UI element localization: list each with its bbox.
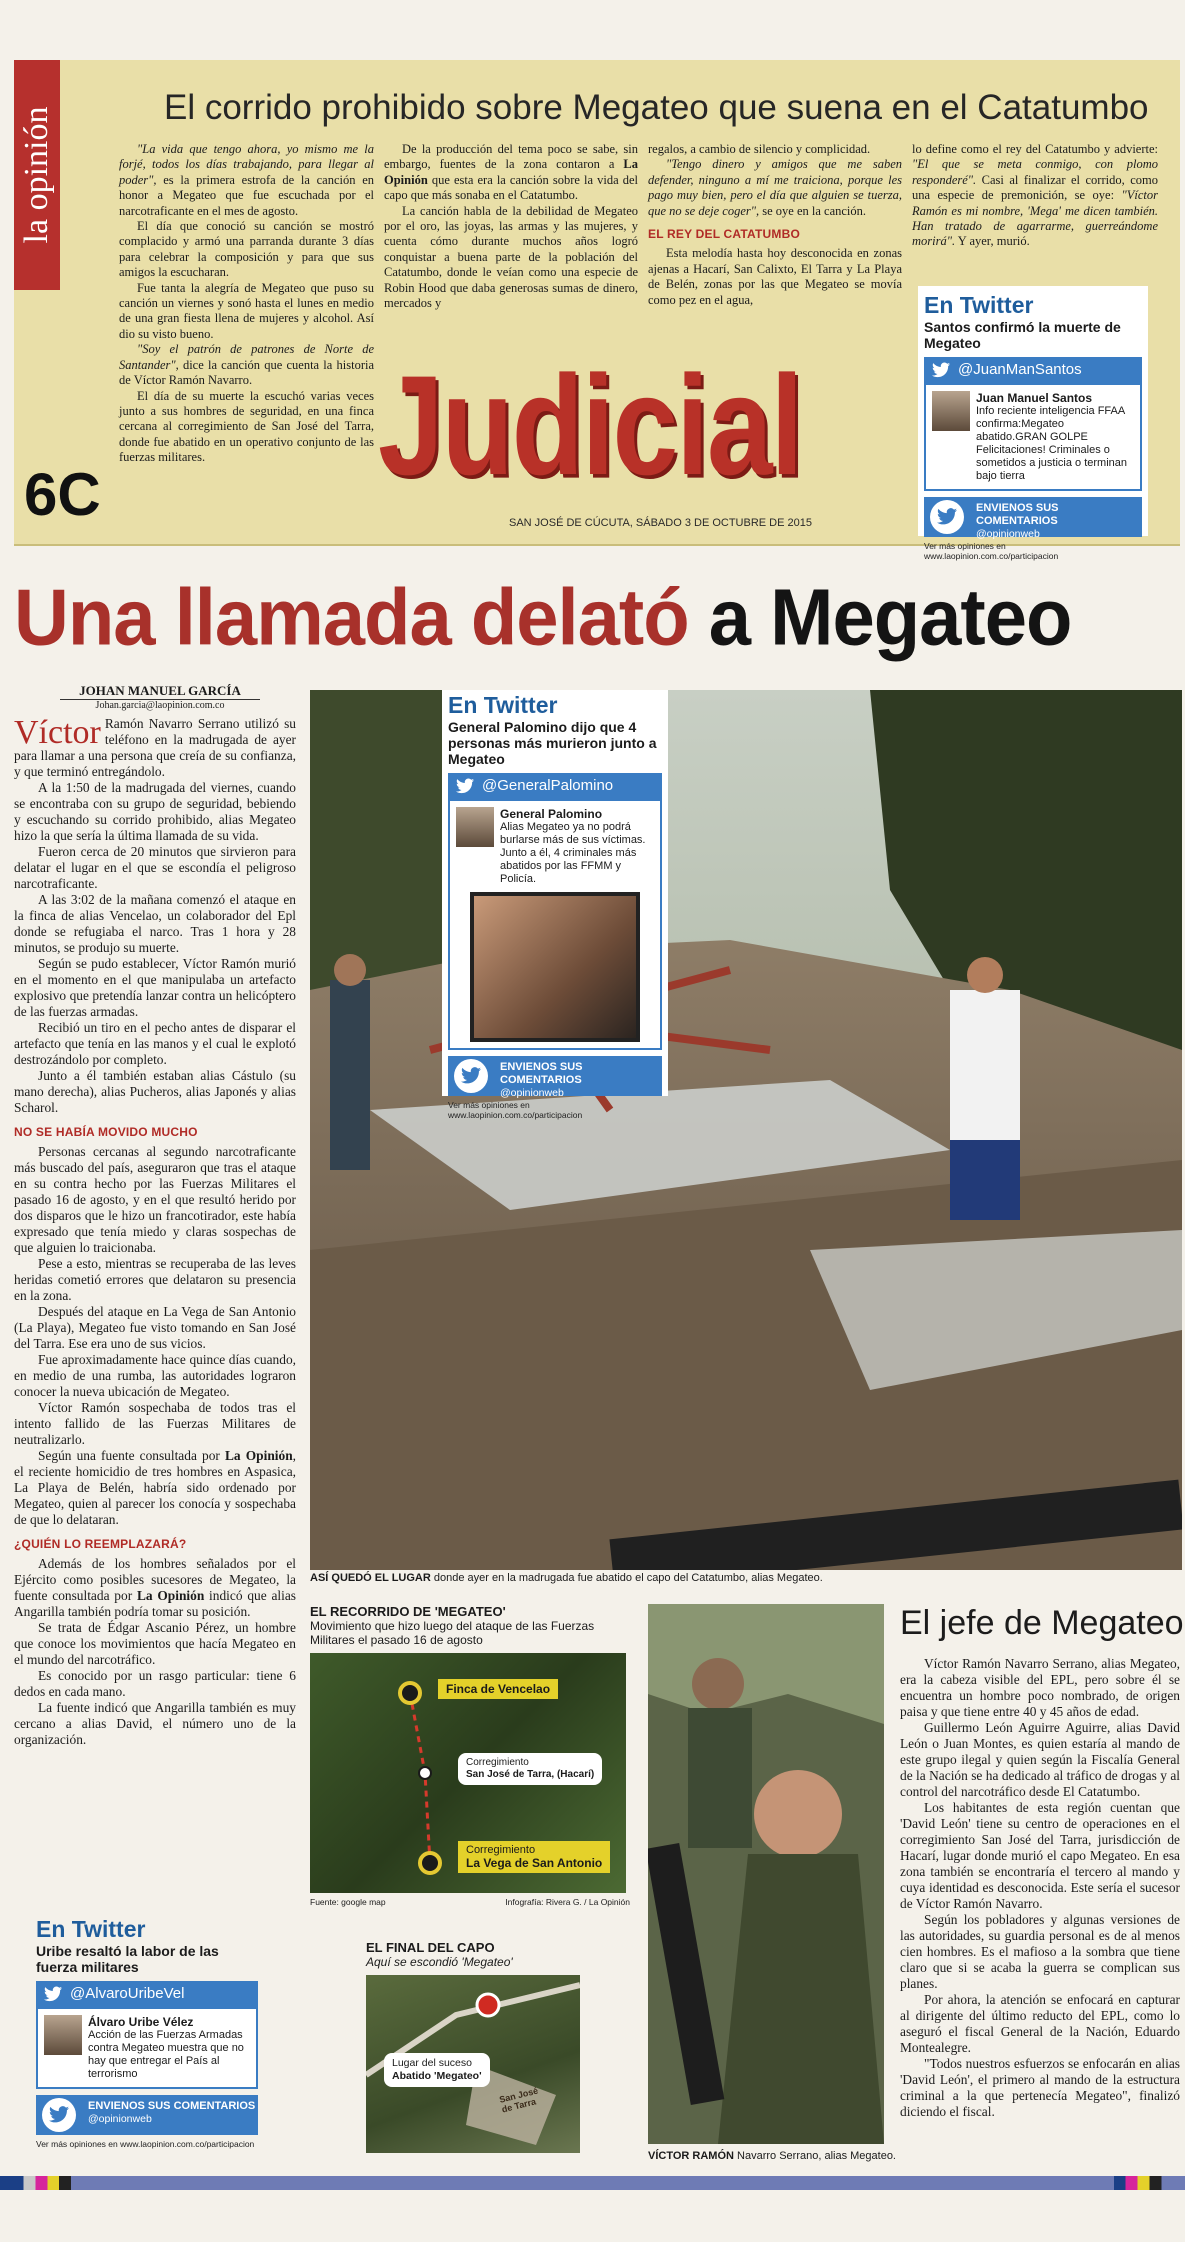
banner-column-2 xyxy=(384,142,638,311)
text: que esta era la canción sobre la vida del capo que más sonaba en el Catatumbo. xyxy=(384,172,638,203)
banner-column-4 xyxy=(912,142,1158,250)
portrait-photo xyxy=(648,1604,884,2144)
headline-part-1: Una llamada delató xyxy=(14,573,689,663)
map-title: EL RECORRIDO DE 'MEGATEO' xyxy=(310,1604,506,1619)
caption-lead: VÍCTOR RAMÓN xyxy=(648,2150,734,2162)
twitter-bird-icon xyxy=(456,778,474,794)
aerial-label-tarra: San José de Tarra xyxy=(498,2085,540,2115)
twitter-footer xyxy=(36,2095,258,2135)
paragraph: Personas cercanas al segundo narcotraficante más buscado del país, aseguraron que tras el ataque en su contra hecho por las Fuerzas Militares el pasado 16 de agosto, y en el que resultó herido por dos disparos que le hizo un francotirador, este había expresado que tenía miedo y claras sospechas de que alguien lo traicionaba. xyxy=(14,1144,296,1255)
twitter-circle-icon xyxy=(930,500,964,534)
caption-lead: ASÍ QUEDÓ EL LUGAR xyxy=(310,1572,431,1584)
footer-handle: @opinionweb xyxy=(976,528,1040,540)
paragraph: Según los pobladores y algunas versiones de las autoridades, su guardia personal es de al menos cien hombres. Es el mafioso a la sombra que tiene claro que si se acaba la guerra se complican sus planes. xyxy=(900,1912,1180,1991)
text: La Opinión xyxy=(136,1588,205,1603)
tweet-photo xyxy=(470,892,640,1042)
paragraph: Junto a él también estaban alias Cástulo (su mano derecha), alias Pucheros, alias Japonés y alias Scharol. xyxy=(14,1068,296,1115)
twitter-box-uribe xyxy=(30,1910,264,2160)
paragraph: Los habitantes de esta región cuentan que 'David León' tiene su centro de operaciones en el corregimiento San José del Tarra, jurisdicción de Hacarí, lugar donde murió el capo Megateo. En esa zona también se encontraría el tercero al mando y cuya identidad es desconocida. Este sería el sucesor de Víctor Ramón Navarro. xyxy=(900,1800,1180,1911)
quote: "Soy el patrón de patrones de Norte de Santander", xyxy=(119,342,374,372)
map-label-vega xyxy=(458,1841,610,1873)
paragraph: "Todos nuestros esfuerzos se enfocarán en alias 'David León', el primero al mando de la estructura criminal a la que pertenecía Megateo", finalizó diciendo el fiscal. xyxy=(900,2056,1180,2119)
paragraph: Ramón Navarro Serrano utilizó su teléfono en la madrugada de ayer para llamar a una persona que creía de su confianza, y que terminó entregándolo. xyxy=(14,716,296,779)
author-email: Johan.garcia@laopinion.com.co xyxy=(95,700,225,711)
map-subtitle: Movimiento que hizo luego del ataque de las Fuerzas Militares el pasado 16 de agosto xyxy=(310,1619,595,1647)
route-infographic xyxy=(310,1604,630,1924)
tweet-card xyxy=(448,799,662,1050)
label-line: Abatido 'Megateo' xyxy=(392,2070,482,2082)
paragraph: Fueron cerca de 20 minutos que sirvieron para delatar el lugar en el que se escondía el peligroso narcotraficante. xyxy=(14,844,296,891)
avatar xyxy=(932,391,970,431)
section-tab xyxy=(14,60,60,290)
route-map xyxy=(310,1653,626,1893)
final-infographic xyxy=(366,1940,586,2170)
tweet-author: General Palomino xyxy=(500,807,603,821)
twitter-box-description: General Palomino dijo que 4 personas más murieron junto a Megateo xyxy=(448,719,657,767)
page-number: 6C xyxy=(24,461,101,528)
section-banner xyxy=(14,60,1180,561)
banner-title: El corrido prohibido sobre Megateo que suena en el Catatumbo xyxy=(164,88,1149,127)
avatar xyxy=(456,807,494,847)
twitter-url: Ver más opiniones en www.laopinion.com.co/participacion xyxy=(448,1100,583,1120)
tweet-text: Info reciente inteligencia FFAA confirma:Megateo abatido.GRAN GOLPE Felicitaciones! Criminales o sometidos a justicia o terminan bajo tierra xyxy=(976,405,1128,482)
label-line: Corregimiento xyxy=(466,1757,529,1768)
text: Y ayer, murió. xyxy=(955,234,1030,249)
footer-cta: ENVIENOS SUS COMENTARIOS xyxy=(88,2100,256,2112)
main-photo xyxy=(310,690,1182,1570)
footer-handle: @opinionweb xyxy=(500,1087,564,1099)
twitter-circle-icon xyxy=(42,2098,76,2132)
text: indicó que alias Angarilla también podría tomar su posición. xyxy=(14,1588,296,1619)
twitter-footer xyxy=(924,497,1142,540)
byline: JOHAN MANUEL GARCÍA xyxy=(60,683,260,700)
twitter-box-header: En Twitter xyxy=(924,292,1034,318)
twitter-box-header: En Twitter xyxy=(36,1916,146,1942)
quote: "La vida que tengo ahora, yo mismo me la forjé, todos los días trabajando, para llegar al poder", xyxy=(119,142,374,187)
paragraph: Por ahora, la atención se enfocará en capturar al dirigente del último reducto del EPL, como lo aseguró el fiscal General de la Nación, Eduardo Montealegre. xyxy=(900,1992,1180,2055)
text: se oye en la canción. xyxy=(759,203,867,218)
footer-handle: @opinionweb xyxy=(88,2113,152,2125)
drop-word: Víctor xyxy=(14,714,101,751)
twitter-url: Ver más opiniones en www.laopinion.com.co/participacion xyxy=(36,2139,255,2149)
paragraph: Víctor Ramón Navarro Serrano, alias Megateo, era la cabeza visible del EPL, pero sobre él se encuentra un hombre poco nombrado, de origen paisa y que tiene entre 40 y 45 años de edad. xyxy=(900,1656,1180,1719)
text: es la primera estrofa de la canción en honor a Megateo que fue escuchada por el narcotraficante en el mes de agosto. xyxy=(119,172,374,218)
final-subtitle: Aquí se escondió 'Megateo' xyxy=(366,1955,513,1969)
quote: "Víctor Ramón es mi nombre, 'Mega' me dicen también. Han tratado de agarrarme, guerreándome morirá". xyxy=(912,188,1158,249)
text: La Opinión xyxy=(384,157,638,187)
paragraph: Víctor Ramón sospechaba de todos tras el intento fallido de las Fuerzas Militares de neutralizarlo. xyxy=(14,1400,296,1447)
sidebar-title: El jefe de Megateo xyxy=(900,1604,1184,1642)
caption-text: donde ayer en la madrugada fue abatido el capo del Catatumbo, alias Megateo. xyxy=(430,1572,823,1584)
twitter-handle: @GeneralPalomino xyxy=(482,777,614,794)
paragraph: La fuente indicó que Angarilla también es muy cercano a alias David, el número uno de la organización. xyxy=(14,1700,296,1747)
subhead: NO SE HABÍA MOVIDO MUCHO xyxy=(14,1125,198,1139)
article-body xyxy=(14,716,296,1748)
aerial-label-suceso xyxy=(384,2053,490,2087)
section-name: Judicial xyxy=(378,346,802,506)
label-line: San José de Tarra, (Hacarí) xyxy=(466,1769,595,1780)
map-label-finca: Finca de Vencelao xyxy=(438,1679,558,1699)
tweet-card xyxy=(36,2007,258,2089)
paragraph: Esta melodía hasta hoy desconocida en zonas ajenas a Hacarí, San Calixto, El Tarra y La Playa de Belén, zonas por las que Megateo se movía como pez en el agua, xyxy=(648,246,902,307)
quote: "Tengo dinero y amigos que me saben defender, ninguno a mí me traiciona, porque les pago muy bien, pero el día que alguien se tuerza, que no se deje coger", xyxy=(648,157,902,218)
paragraph: Fue aproximadamente hace quince días cuando, en medio de una rumba, las autoridades lograron conocer la nueva ubicación de Megateo. xyxy=(14,1352,296,1399)
twitter-handle-bar xyxy=(924,357,1142,383)
twitter-footer xyxy=(448,1056,662,1099)
subhead: EL REY DEL CATATUMBO xyxy=(648,227,801,242)
paragraph: Después del ataque en La Vega de San Antonio (La Playa), Megateo fue visto tomando en San José del Tarra. Ese era uno de sus vicios. xyxy=(14,1304,296,1351)
text: Casi al finalizar el corrido, como una especie de premonición, se oye: xyxy=(912,172,1158,203)
subhead: ¿QUIÉN LO REEMPLAZARÁ? xyxy=(14,1537,187,1551)
text: Además de los hombres señalados por el Ejército como posibles sucesores de Megateo, la fuente consultada por xyxy=(14,1556,296,1603)
paragraph: Se trata de Édgar Ascanio Pérez, un hombre que conoce los movimientos que hacía Megateo en el mundo del narcotráfico. xyxy=(14,1620,296,1667)
twitter-box-header: En Twitter xyxy=(448,692,558,718)
twitter-box-santos xyxy=(918,286,1148,561)
twitter-box-palomino xyxy=(442,690,668,1120)
final-title: EL FINAL DEL CAPO xyxy=(366,1940,495,1955)
quote: "El que se meta conmigo, con plomo responderé". xyxy=(912,157,1158,187)
map-credits xyxy=(310,1897,630,1907)
text: lo define como el rey del Catatumbo y advierte: xyxy=(912,142,1158,156)
paragraph: Según se pudo establecer, Víctor Ramón murió en el momento en el que manipulaba un artefacto explosivo que pretendía lanzar contra un helicóptero de las fuerzas armadas. xyxy=(14,956,296,1019)
map-label-tarra xyxy=(458,1753,602,1785)
paragraph: A las 3:02 de la mañana comenzó el ataque en la finca de alias Vencelao, un colaborador del Epl donde se refugiaba el narco. Tras 1 hora y 28 minutos, se produjo su muerte. xyxy=(14,892,296,955)
label-line: Corregimiento xyxy=(466,1844,536,1856)
map-source: Fuente: google map xyxy=(310,1897,386,1907)
tweet-author: Álvaro Uribe Vélez xyxy=(88,2015,194,2029)
twitter-bird-icon xyxy=(44,1986,62,2002)
twitter-handle-bar xyxy=(448,773,662,799)
map-credit: Infografía: Rivera G. / La Opinión xyxy=(505,1897,630,1907)
photo-caption xyxy=(310,1572,823,1584)
tweet-text: Alias Megateo ya no podrá burlarse más de sus víctimas. Junto a él, 4 criminales más abatidos por las FFMM y Policía. xyxy=(500,821,646,885)
twitter-url: Ver más opiniones en www.laopinion.com.co/participacion xyxy=(924,541,1059,561)
text: , el reciente homicidio de tres hombres en Aspasica, La Playa de Belén, habría sido ordenado por Megateo, quien al parecer los conocía y sospechaba de que lo delataran. xyxy=(14,1448,297,1527)
paragraph: Guillermo León Aguirre Aguirre, alias David León o Juan Montes, es quien estaría al mando de este grupo ilegal y quien según la Fiscalía General de la Nación se ha dedicado al tráfico de drogas y al control del narcotráfico desde El Catatumbo. xyxy=(900,1720,1180,1799)
text: De la producción del tema poco se sabe, sin embargo, fuentes de la zona contaron a xyxy=(384,142,638,172)
paragraph: El día de su muerte la escuchó varias veces junto a sus hombres de seguridad, en una finca cercana al corregimiento de San José del Tarra, donde fue abatido en un operativo conjunto de las fuerzas militares. xyxy=(119,388,374,465)
section-tab-label: la opinión xyxy=(18,106,55,244)
portrait-caption xyxy=(648,2150,896,2162)
text: dice la canción que cuenta la historia de Víctor Ramón Navarro. xyxy=(119,357,374,388)
headline xyxy=(14,572,1071,663)
sidebar-body xyxy=(900,1656,1180,2120)
caption-text: Navarro Serrano, alias Megateo. xyxy=(733,2150,896,2162)
twitter-handle: @AlvaroUribeVel xyxy=(70,1985,185,2002)
twitter-circle-icon xyxy=(454,1059,488,1093)
tweet-text: Acción de las Fuerzas Armadas contra Megateo muestra que no hay que entregar el País al terrorismo xyxy=(88,2029,244,2080)
paragraph: regalos, a cambio de silencio y complicidad. xyxy=(648,142,871,156)
text: La Opinión xyxy=(225,1448,293,1463)
avatar xyxy=(44,2015,82,2055)
paragraph: Pese a esto, mientras se recuperaba de las leves heridas cometió errores que delataron su presencia en la zona. xyxy=(14,1256,296,1303)
label-line: La Vega de San Antonio xyxy=(466,1856,603,1870)
banner-column-1 xyxy=(119,142,374,466)
label-line: Lugar del suceso xyxy=(392,2057,472,2069)
paragraph: La canción habla de la debilidad de Megateo por el oro, las joyas, las armas y las mujeres, y cuenta cómo durante muchos años logró conquistar a buena parte de la población del Catatumbo, donde le veían como una especie de Robin Hood que daba generosas sumas de dinero, mercados y xyxy=(384,203,638,311)
aerial-map xyxy=(366,1975,580,2153)
banner-column-3 xyxy=(648,142,902,308)
paragraph: A la 1:50 de la madrugada del viernes, cuando se encontraba con su grupo de seguridad, bebiendo y escuchando su corrido prohibido, alias Megateo hizo la que sería la última llamada de su vida. xyxy=(14,780,296,843)
paragraph: El día que conoció su canción se mostró complacido y armó una parranda durante 3 días para celebrar la composición y para que sus amigos la escucharan. xyxy=(119,219,374,280)
paragraph: Recibió un tiro en el pecho antes de disparar el artefacto que tenía en las manos y el cual le explotó destrozándolo por completo. xyxy=(14,1020,296,1067)
twitter-box-description: Santos confirmó la muerte de Megateo xyxy=(924,319,1121,351)
footer-cta: ENVIENOS SUS COMENTARIOS xyxy=(500,1061,583,1086)
tweet-author: Juan Manuel Santos xyxy=(976,391,1093,405)
color-registration-strip xyxy=(0,2176,1185,2190)
scene-illustration xyxy=(310,690,1182,1570)
paragraph: Es conocido por un rasgo particular: tiene 6 dedos en cada mano. xyxy=(14,1668,296,1699)
footer-cta: ENVIENOS SUS COMENTARIOS xyxy=(976,502,1059,527)
portrait-illustration xyxy=(648,1604,884,2144)
paragraph: Fue tanta la alegría de Megateo que puso su canción un viernes y sonó hasta el lunes en medio de una gran fiesta llena de mujeres y alcohol. Así dio su visto bueno. xyxy=(119,280,374,341)
dateline: SAN JOSÉ DE CÚCUTA, SÁBADO 3 DE OCTUBRE DE 2015 xyxy=(509,517,812,529)
text: Según una fuente consultada por xyxy=(38,1448,225,1463)
twitter-handle: @JuanManSantos xyxy=(958,361,1082,378)
twitter-box-description: Uribe resaltó la labor de las fuerza militares xyxy=(36,1943,219,1975)
headline-part-2: a Megateo xyxy=(688,573,1072,663)
twitter-bird-icon xyxy=(932,362,950,378)
tweet-card xyxy=(924,383,1142,491)
twitter-handle-bar xyxy=(36,1981,258,2007)
